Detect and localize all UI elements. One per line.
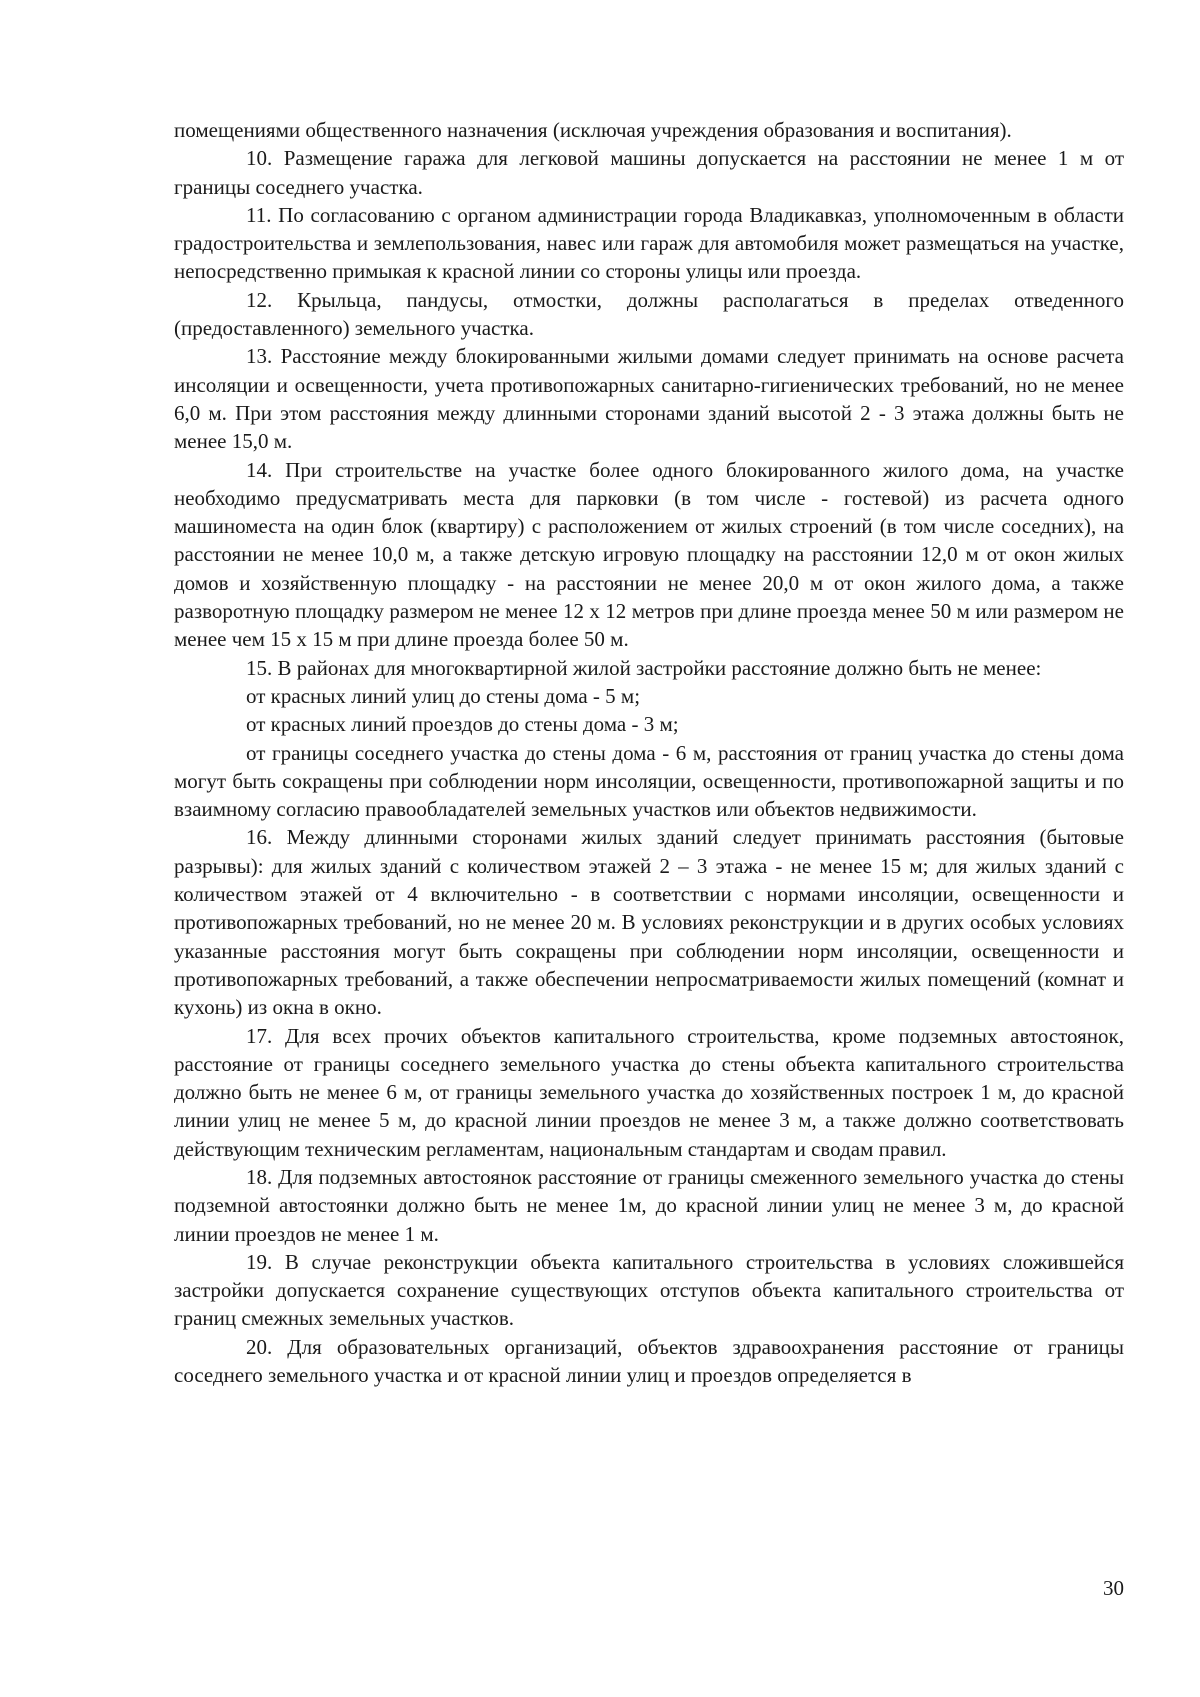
paragraph-sub-neighbor-boundary: от границы соседнего участка до стены дома - 6 м, расстояния от границ участка до стены дома могут быть сокращены при соблюдении норм инсоляции, освещенности, противопожарной защиты и по взаимному согласию правообладателей земельных участков или объектов недвижимости. [174,740,1124,822]
paragraph-item-19: 19. В случае реконструкции объекта капитального строительства в условиях сложившейся застройки допускается сохранение существующих отступов объекта капитального строительства от границ смежных земельных участков. [174,1249,1124,1331]
paragraph-item-12: 12. Крыльца, пандусы, отмостки, должны располагаться в пределах отведенного (предоставленного) земельного участка. [174,287,1124,341]
body-text [174,116,1124,1389]
paragraph-continued: помещениями общественного назначения (исключая учреждения образования и воспитания). [174,118,1012,142]
paragraph-item-18: 18. Для подземных автостоянок расстояние от границы смеженного земельного участка до стены подземной автостоянки должно быть не менее 1м, до красной линии улиц не менее 3 м, до красной линии проездов не менее 1 м. [174,1164,1124,1246]
paragraph-item-13: 13. Расстояние между блокированными жилыми домами следует принимать на основе расчета инсоляции и освещенности, учета противопожарных санитарно-гигиенических требований, но не менее 6,0 м. При этом расстояния между длинными сторонами зданий высотой 2 - 3 этажа должны быть не менее 15,0 м. [174,344,1124,454]
paragraph-item-20: 20. Для образовательных организаций, объектов здравоохранения расстояние от границы соседнего земельного участка и от красной линии улиц и проездов определяется в [174,1334,1124,1388]
paragraph-item-16: 16. Между длинными сторонами жилых зданий следует принимать расстояния (бытовые разрывы): для жилых зданий с количеством этажей 2 – 3 этажа - не менее 15 м; для жилых зданий с количеством этажей от 4 включительно - в соответствии с нормами инсоляции, освещенности и противопожарных требований, но не менее 20 м. В условиях реконструкции и в других особых условиях указанные расстояния могут быть сокращены при соблюдении норм инсоляции, освещенности и противопожарных требований, а также обеспечении непросматриваемости жилых помещений (комнат и кухонь) из окна в окно. [174,825,1124,1020]
paragraph-item-15: 15. В районах для многоквартирной жилой застройки расстояние должно быть не менее: [246,655,1042,680]
paragraph-item-14: 14. При строительстве на участке более одного блокированного жилого дома, на участке необходимо предусматривать места для парковки (в том числе - гостевой) из расчета одного машиноместа на один блок (квартиру) с расположением от жилых строений (в том числе соседних), на расстоянии не менее 10,0 м, а также детскую игровую площадку на расстоянии 12,0 м от окон жилых домов и хозяйственную площадку - на расстоянии не менее 20,0 м от окон жилого дома, а также разворотную площадку размером не менее 12 х 12 метров при длине проезда менее 50 м или размером не менее чем 15 х 15 м при длине проезда более 50 м. [174,457,1124,652]
paragraph-item-17: 17. Для всех прочих объектов капитального строительства, кроме подземных автостоянок, расстояние от границы соседнего земельного участка до стены объекта капитального строительства должно быть не менее 6 м, от границы земельного участка до хозяйственных построек 1 м, до красной линии улиц не менее 5 м, до красной линии проездов не менее 3 м, а также должно соответствовать действующим техническим регламентам, национальным стандартам и сводам правил. [174,1023,1124,1161]
paragraph-item-10: 10. Размещение гаража для легковой машины допускается на расстоянии не менее 1 м от границы соседнего участка. [174,146,1124,199]
paragraph-item-11: 11. По согласованию с органом администрации города Владикавказ, уполномоченным в области градостроительства и землепользования, навес или гараж для автомобиля может размещаться на участке, непосредственно примыкая к красной линии со стороны улицы или проезда. [174,202,1124,284]
paragraph-sub-driveway-lines: от красных линий проездов до стены дома - 3 м; [246,712,679,737]
page-number: 30 [1103,1576,1124,1600]
paragraph-sub-street-lines: от красных линий улиц до стены дома - 5 м; [246,683,641,708]
